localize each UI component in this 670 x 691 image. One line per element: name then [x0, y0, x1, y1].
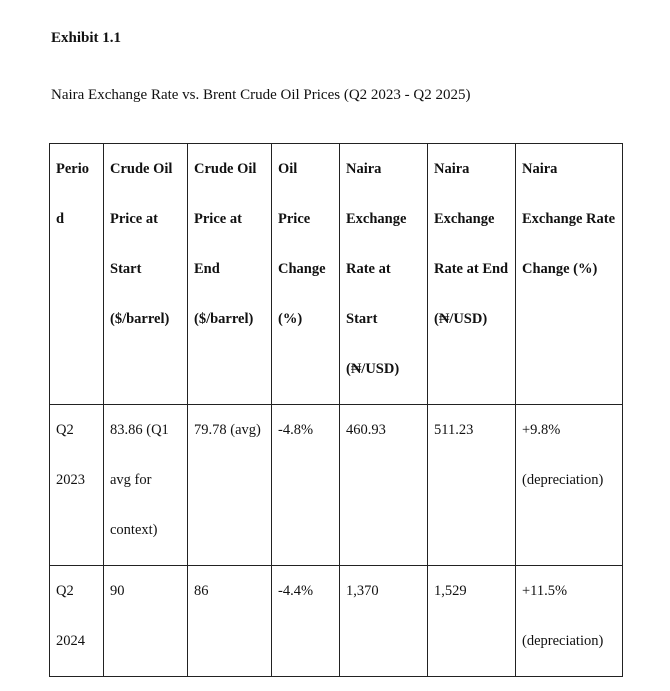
cell-oil-change: -4.8% — [272, 405, 340, 566]
header-period: Period — [50, 144, 104, 405]
cell-oil-end: 79.78 (avg) — [188, 405, 272, 566]
cell-oil-change: -4.4% — [272, 566, 340, 677]
table-caption: Naira Exchange Rate vs. Brent Crude Oil Prices (Q2 2023 - Q2 2025) — [51, 87, 471, 103]
header-naira-change: Naira Exchange Rate Change (%) — [516, 144, 623, 405]
cell-oil-end: 86 — [188, 566, 272, 677]
exchange-rate-table — [49, 143, 623, 677]
header-oil-change: Oil Price Change (%) — [272, 144, 340, 405]
cell-naira-end: 1,529 — [428, 566, 516, 677]
cell-naira-end: 511.23 — [428, 405, 516, 566]
header-naira-start: Naira Exchange Rate at Start (₦/USD) — [340, 144, 428, 405]
header-oil-end: Crude Oil Price at End ($/barrel) — [188, 144, 272, 405]
cell-naira-change: +9.8% (depreciation) — [516, 405, 623, 566]
cell-naira-change: +11.5% (depreciation) — [516, 566, 623, 677]
cell-naira-start: 460.93 — [340, 405, 428, 566]
cell-oil-start: 83.86 (Q1 avg for context) — [104, 405, 188, 566]
header-row — [50, 144, 623, 405]
header-naira-end: Naira Exchange Rate at End (₦/USD) — [428, 144, 516, 405]
exhibit-label: Exhibit 1.1 — [51, 30, 122, 46]
table-row — [50, 566, 623, 677]
header-oil-start: Crude Oil Price at Start ($/barrel) — [104, 144, 188, 405]
cell-period: Q2 2023 — [50, 405, 104, 566]
cell-period: Q2 2024 — [50, 566, 104, 677]
cell-oil-start: 90 — [104, 566, 188, 677]
cell-naira-start: 1,370 — [340, 566, 428, 677]
table-row — [50, 405, 623, 566]
